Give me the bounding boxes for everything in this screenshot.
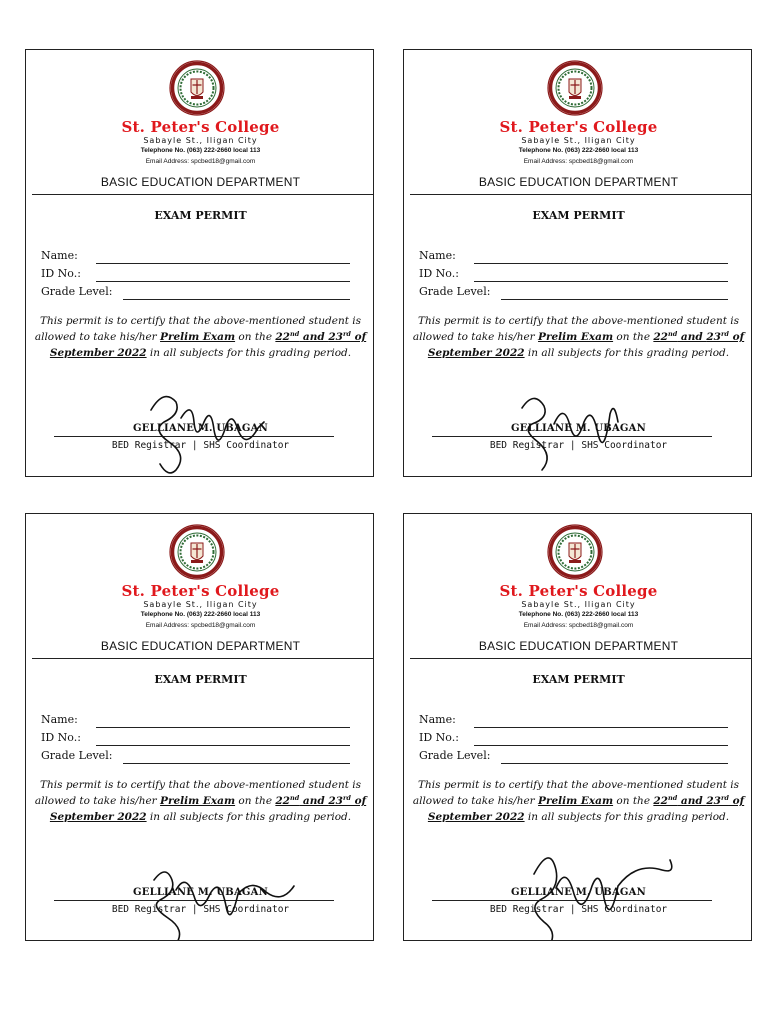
id-label: ID No.: xyxy=(41,267,81,280)
permit-statement: This permit is to certify that the above-mentioned student is allowed to take his/her Prelim Exam on the 22nd and 23rd of September 2022 in all subjects for this grading period. xyxy=(412,779,745,823)
grade-level-field-line[interactable] xyxy=(123,299,350,300)
header-divider xyxy=(410,658,752,659)
exam-permit-card-4 xyxy=(403,513,752,941)
permit-statement: This permit is to certify that the above-mentioned student is allowed to take his/her Prelim Exam on the 22nd and 23rd of September 2022 in all subjects for this grading period. xyxy=(34,315,367,359)
college-email: Email Address: spcbed18@gmail.com xyxy=(523,158,634,165)
department-heading: BASIC EDUCATION DEPARTMENT xyxy=(478,639,679,653)
exam-permit-card-2 xyxy=(403,49,752,477)
college-seal-logo xyxy=(169,60,225,116)
grade-level-label: Grade Level: xyxy=(41,285,113,298)
signature-line xyxy=(432,436,712,437)
college-email: Email Address: spcbed18@gmail.com xyxy=(145,622,256,629)
permit-title: EXAM PERMIT xyxy=(154,209,247,222)
college-telephone: Telephone No. (063) 222-2660 local 113 xyxy=(518,147,639,154)
name-label: Name: xyxy=(419,249,456,262)
grade-level-field-line[interactable] xyxy=(123,763,350,764)
registrar-title: BED Registrar | SHS Coordinator xyxy=(111,440,290,451)
signature-line xyxy=(432,900,712,901)
college-telephone: Telephone No. (063) 222-2660 local 113 xyxy=(140,147,261,154)
signature-line xyxy=(54,436,334,437)
college-seal-logo xyxy=(547,60,603,116)
exam-permit-card-3 xyxy=(25,513,374,941)
registrar-name: GELLIANE M. UBAGAN xyxy=(511,887,646,898)
exam-dates: 22nd and 23rd of September 2022 xyxy=(49,330,367,359)
college-name: St. Peter's College xyxy=(121,582,280,600)
college-seal-logo xyxy=(169,524,225,580)
grade-level-field-line[interactable] xyxy=(501,763,728,764)
id-field-line[interactable] xyxy=(474,281,728,282)
exam-permit-card-1 xyxy=(25,49,374,477)
college-email: Email Address: spcbed18@gmail.com xyxy=(523,622,634,629)
college-address: Sabayle St., Iligan City xyxy=(521,600,636,609)
name-label: Name: xyxy=(41,249,78,262)
department-heading: BASIC EDUCATION DEPARTMENT xyxy=(100,175,301,189)
college-email: Email Address: spcbed18@gmail.com xyxy=(145,158,256,165)
registrar-name: GELLIANE M. UBAGAN xyxy=(511,423,646,434)
college-name: St. Peter's College xyxy=(499,582,658,600)
header-divider xyxy=(32,658,374,659)
name-field-line[interactable] xyxy=(96,263,350,264)
permit-statement: This permit is to certify that the above-mentioned student is allowed to take his/her Prelim Exam on the 22nd and 23rd of September 2022 in all subjects for this grading period. xyxy=(34,779,367,823)
permit-statement: This permit is to certify that the above-mentioned student is allowed to take his/her Prelim Exam on the 22nd and 23rd of September 2022 in all subjects for this grading period. xyxy=(412,315,745,359)
name-field-line[interactable] xyxy=(96,727,350,728)
id-label: ID No.: xyxy=(419,267,459,280)
grade-level-label: Grade Level: xyxy=(41,749,113,762)
college-name: St. Peter's College xyxy=(499,118,658,136)
id-field-line[interactable] xyxy=(96,745,350,746)
registrar-title: BED Registrar | SHS Coordinator xyxy=(111,904,290,915)
permit-title: EXAM PERMIT xyxy=(532,209,625,222)
id-field-line[interactable] xyxy=(96,281,350,282)
name-field-line[interactable] xyxy=(474,263,728,264)
exam-name: Prelim Exam xyxy=(160,331,236,343)
header-divider xyxy=(32,194,374,195)
college-name: St. Peter's College xyxy=(121,118,280,136)
grade-level-label: Grade Level: xyxy=(419,285,491,298)
exam-name: Prelim Exam xyxy=(538,331,614,343)
college-address: Sabayle St., Iligan City xyxy=(143,136,258,145)
department-heading: BASIC EDUCATION DEPARTMENT xyxy=(478,175,679,189)
permit-title: EXAM PERMIT xyxy=(532,673,625,686)
registrar-name: GELLIANE M. UBAGAN xyxy=(133,887,268,898)
name-label: Name: xyxy=(41,713,78,726)
registrar-name: GELLIANE M. UBAGAN xyxy=(133,423,268,434)
name-label: Name: xyxy=(419,713,456,726)
registrar-title: BED Registrar | SHS Coordinator xyxy=(489,440,668,451)
department-heading: BASIC EDUCATION DEPARTMENT xyxy=(100,639,301,653)
exam-dates: 22nd and 23rd of September 2022 xyxy=(427,794,745,823)
college-telephone: Telephone No. (063) 222-2660 local 113 xyxy=(140,611,261,618)
college-address: Sabayle St., Iligan City xyxy=(521,136,636,145)
header-divider xyxy=(410,194,752,195)
id-field-line[interactable] xyxy=(474,745,728,746)
signature-line xyxy=(54,900,334,901)
permit-title: EXAM PERMIT xyxy=(154,673,247,686)
college-address: Sabayle St., Iligan City xyxy=(143,600,258,609)
college-telephone: Telephone No. (063) 222-2660 local 113 xyxy=(518,611,639,618)
id-label: ID No.: xyxy=(41,731,81,744)
registrar-title: BED Registrar | SHS Coordinator xyxy=(489,904,668,915)
exam-dates: 22nd and 23rd of September 2022 xyxy=(49,794,367,823)
grade-level-field-line[interactable] xyxy=(501,299,728,300)
grade-level-label: Grade Level: xyxy=(419,749,491,762)
college-seal-logo xyxy=(547,524,603,580)
name-field-line[interactable] xyxy=(474,727,728,728)
exam-name: Prelim Exam xyxy=(160,795,236,807)
exam-dates: 22nd and 23rd of September 2022 xyxy=(427,330,745,359)
id-label: ID No.: xyxy=(419,731,459,744)
exam-name: Prelim Exam xyxy=(538,795,614,807)
